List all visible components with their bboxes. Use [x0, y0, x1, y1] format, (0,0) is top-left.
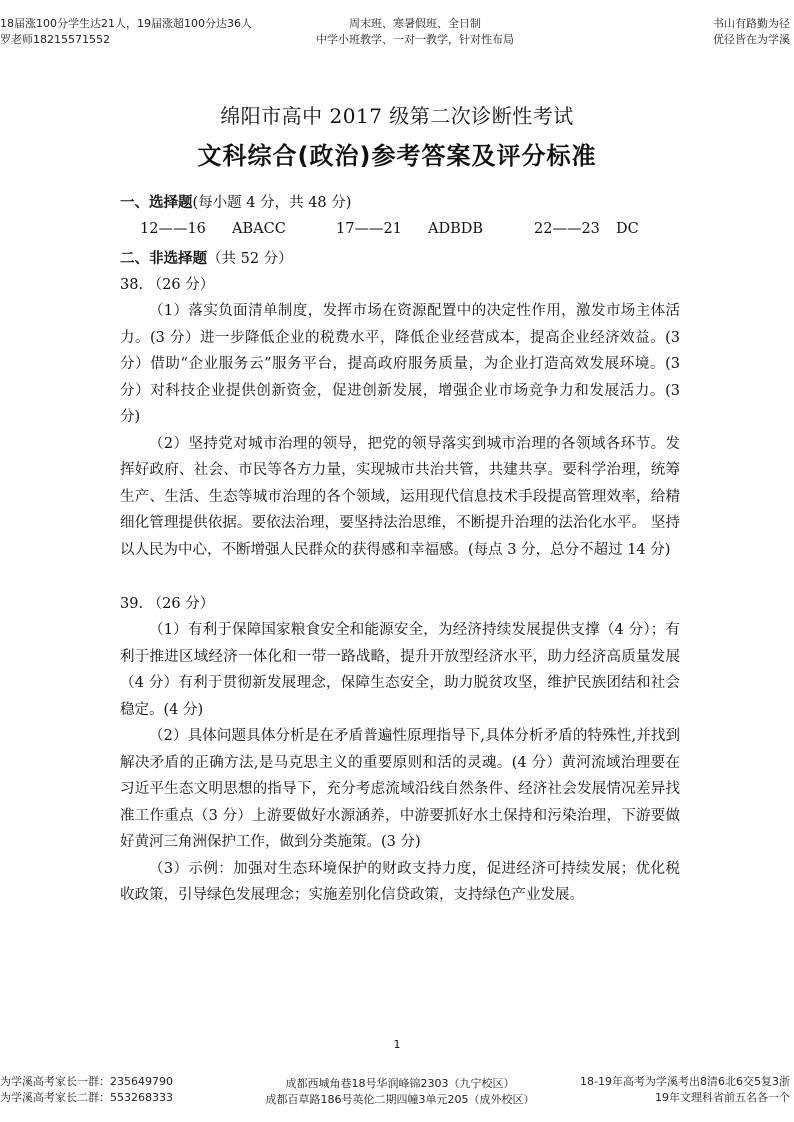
answer-range-2: 17——21: [336, 221, 402, 237]
answer-range-3: 22——23: [534, 221, 600, 237]
page-number: 1: [393, 1038, 401, 1051]
footer-right: [580, 1074, 790, 1106]
q38-label: 38. （26 分）: [120, 277, 215, 293]
header-right-line-2: 优径皆在为学溪: [713, 33, 790, 46]
header-center-line-1: 周末班、寒暑假班、全日制: [349, 17, 481, 30]
exam-title: 绵阳市高中 2017 级第二次诊断性考试: [220, 104, 574, 128]
footer-center-line-1: 成都西城角巷18号华润峰锦2303（九宁校区）: [285, 1077, 515, 1090]
header-right: [713, 16, 790, 48]
answer-keys-3: DC: [616, 221, 639, 237]
answer-key-title: 文科综合(政治)参考答案及评分标准: [197, 142, 597, 170]
section2-heading-line: [120, 246, 680, 272]
section1-heading-line: [120, 190, 680, 216]
footer-right-line-2: 19年文理科省前五名各一个: [655, 1091, 790, 1104]
section1-note: (每小题 4 分，共 48 分): [192, 195, 352, 211]
answer-content: [120, 190, 680, 909]
choice-answers: [120, 216, 680, 242]
header-left-line-2: 罗老师18215571552: [0, 33, 110, 46]
footer-left-line-2: 为学溪高考家长二群：553268333: [0, 1091, 173, 1104]
header-center-line-2: 中学小班教学、一对一教学，针对性布局: [316, 33, 514, 46]
q39-part3: （3）示例：加强对生态环境保护的财政支持力度，促进经济可持续发展；优化税收政策，引导绿色发展理念；实施差别化信贷政策，支持绿色产业发展。: [120, 860, 680, 903]
section2-heading: 二、非选择题: [120, 251, 207, 267]
section1-heading: 一、选择题: [120, 195, 193, 211]
q39-part1: （1）有利于保障国家粮食安全和能源安全，为经济持续发展提供支撑（4 分）；有利于推进区域经济一体化和一带一路战略，提升开放型经济水平，助力经济高质量发展（4 分）有利于贯彻新发展理念，保障生态安全，助力脱贫攻坚，维护民族团结和社会稳定。(4 分): [120, 622, 680, 718]
header-left: [0, 16, 252, 48]
q39-part2: （2）具体问题具体分析是在矛盾普遍性原理指导下,具体分析矛盾的特殊性,并找到解决矛盾的正确方法,是马克思主义的重要原则和活的灵魂。(4 分）黄河流域治理要在习近平生态文明思想的指导下，充分考虑流域沿线自然条件、经济社会发展情况差异找准工作重点（3 分）上游要做好水源涵养，中游要抓好水土保持和污染治理，下游要做好黄河三角洲保护工作，做到分类施策。(3 分): [120, 728, 680, 850]
q39-label: 39. （26 分）: [120, 596, 215, 612]
footer-right-line-1: 18-19年高考为学溪考出8清6北6交5复3浙: [580, 1075, 790, 1088]
header-left-line-1: 18届涨100分学生达21人，19届涨超100分达36人: [0, 17, 252, 30]
answer-keys-1: ABACC: [232, 221, 286, 237]
footer-center: [240, 1076, 560, 1108]
q38-part2: （2）坚持党对城市治理的领导，把党的领导落实到城市治理的各领域各环节。发挥好政府、社会、市民等各方力量，实现城市共治共管，共建共享。要科学治理，统筹生产、生活、生态等城市治理的各个领域，运用现代信息技术手段提高管理效率，给精细化管理提供依据。要依法治理，要坚持法治思维，不断提升治理的法治化水平。 坚持以人民为中心，不断增强人民群众的获得感和幸福感。(每点 3 分，总分不超过 14 分): [120, 435, 680, 558]
footer-left-line-1: 为学溪高考家长一群：235649790: [0, 1075, 173, 1088]
q38-part1: （1）落实负面清单制度，发挥市场在资源配置中的决定性作用，激发市场主体活力。(3 分）进一步降低企业的税费水平，降低企业经营成本，提高企业经济效益。(3 分）借助“企业服务云”服务平台，提高政府服务质量，为企业打造高效发展环境。(3 分）对科技企业提供创新资金，促进创新发展，增强企业市场竞争力和发展活力。(3 分): [120, 303, 680, 425]
answer-range-1: 12——16: [140, 221, 206, 237]
section2-note: （共 52 分）: [207, 251, 293, 267]
header-center: [290, 16, 540, 48]
footer-left: [0, 1074, 173, 1106]
answer-keys-2: ADBDB: [428, 221, 484, 237]
footer-center-line-2: 成都百草路186号英伦二期四幢3单元205（成外校区）: [265, 1093, 535, 1106]
header-right-line-1: 书山有路勤为径: [713, 17, 790, 30]
